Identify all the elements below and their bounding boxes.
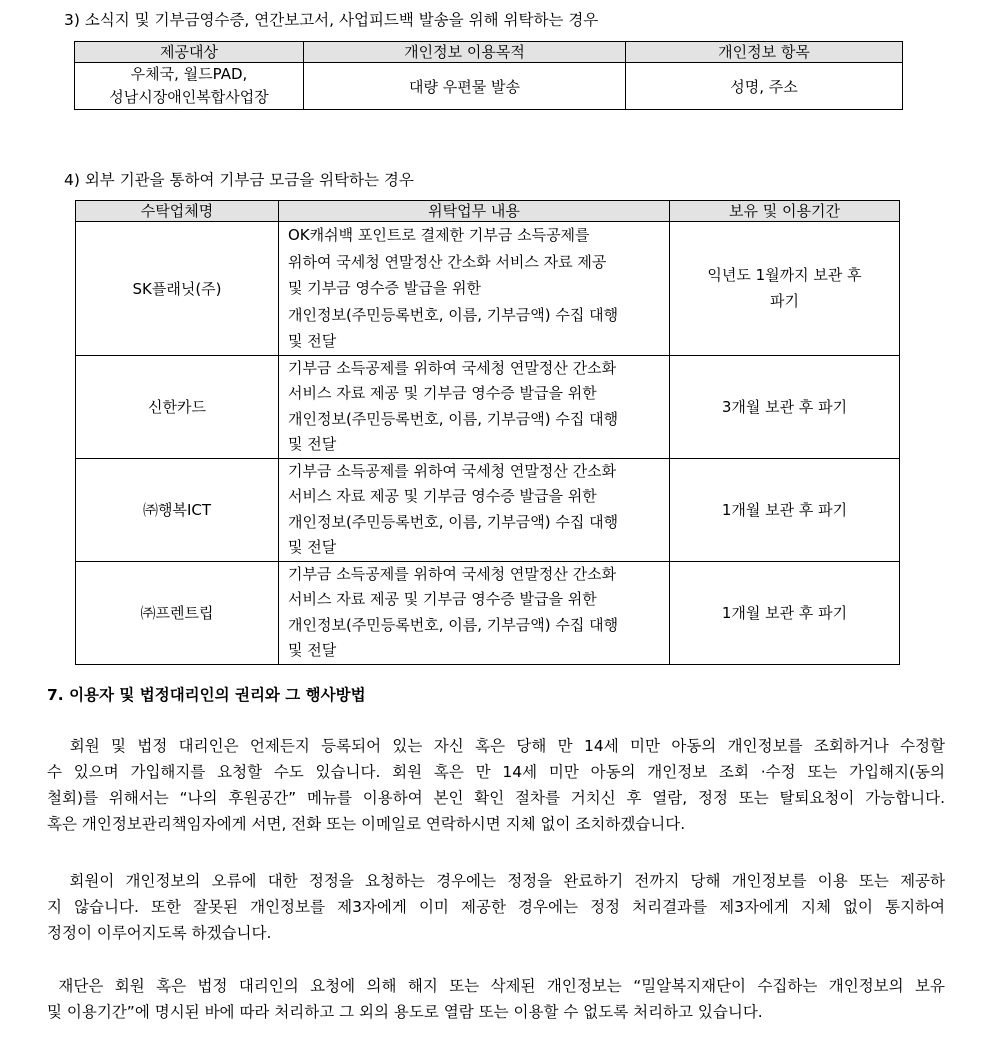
task-cell: [279, 458, 670, 561]
company-cell: ㈜행복ICT: [76, 458, 279, 561]
cell-line: 및 전달: [288, 332, 337, 351]
cell-line: 기부금 소득공제를 위하여 국세청 연말정산 간소화: [288, 461, 617, 480]
paragraph-line: 및 이용기간”에 명시된 바에 따라 처리하고 그 외의 용도로 열람 또는 이용할 수 없도록 처리하고 있습니다.: [47, 1003, 763, 1021]
paragraph-line: 지 않습니다. 또한 잘못된 개인정보를 제3자에게 이미 제공한 경우에는 정정 처리결과를 제3자에게 지체 없이 통지하여: [47, 898, 945, 916]
paragraph-line: 철회)를 위해서는 “나의 후원공간” 메뉴를 이용하여 본인 확인 절차를 거치신 후 열람, 정정 또는 탈퇴요청이 가능합니다.: [47, 789, 945, 807]
cell-line: 및 전달: [288, 538, 337, 557]
table-header-row: [76, 201, 900, 222]
table-row: [76, 222, 900, 356]
cell-line: 기부금 소득공제를 위하여 국세청 연말정산 간소화: [288, 564, 617, 583]
header-purpose: 개인정보 이용목적: [304, 42, 626, 63]
cell-line: 익년도 1월까지 보관 후: [707, 266, 862, 285]
cell-line: 개인정보(주민등록번호, 이름, 기부금액) 수집 대행: [288, 409, 619, 428]
purpose-cell: 대량 우편물 발송: [304, 63, 626, 110]
task-cell: [279, 561, 670, 664]
cell-line: 성남시장애인복합사업장: [109, 88, 269, 106]
cell-line: 및 기부금 영수증 발급을 위한: [288, 279, 481, 298]
company-cell: ㈜프렌트립: [76, 561, 279, 664]
task-cell: [279, 355, 670, 458]
cell-line: 개인정보(주민등록번호, 이름, 기부금액) 수집 대행: [288, 305, 619, 324]
company-cell: SK플래닛(주): [76, 222, 279, 356]
paragraph-1: [47, 733, 945, 837]
section3-table: [74, 41, 903, 110]
section4-heading: 4) 외부 기관을 통하여 기부금 모금을 위탁하는 경우: [64, 171, 414, 189]
header-items: 개인정보 항목: [626, 42, 903, 63]
cell-line: 파기: [770, 292, 799, 311]
section7-title: 7. 이용자 및 법정대리인의 권리와 그 행사방법: [47, 686, 366, 704]
paragraph-line: 회원이 개인정보의 오류에 대한 정정을 요청하는 경우에는 정정을 완료하기 전까지 당해 개인정보를 이용 또는 제공하: [47, 872, 945, 890]
section3-heading: 3) 소식지 및 기부금영수증, 연간보고서, 사업피드백 발송을 위해 위탁하는 경우: [64, 11, 599, 29]
target-cell: [75, 63, 304, 110]
period-cell: 3개월 보관 후 파기: [670, 355, 900, 458]
paragraph-line: 회원 및 법정 대리인은 언제든지 등록되어 있는 자신 혹은 당해 만 14세 미만 아동의 개인정보를 조회하거나 수정할: [47, 737, 945, 755]
period-cell: 1개월 보관 후 파기: [670, 561, 900, 664]
cell-line: 개인정보(주민등록번호, 이름, 기부금액) 수집 대행: [288, 512, 619, 531]
cell-line: 서비스 자료 제공 및 기부금 영수증 발급을 위한: [288, 384, 597, 403]
table-row: [75, 63, 903, 110]
cell-line: 서비스 자료 제공 및 기부금 영수증 발급을 위한: [288, 590, 597, 609]
paragraph-line: 혹은 개인정보관리책임자에게 서면, 전화 또는 이메일로 연락하시면 지체 없이 조치하겠습니다.: [47, 815, 686, 833]
task-cell: [279, 222, 670, 356]
cell-line: 및 전달: [288, 641, 337, 660]
paragraph-line: 정정이 이루어지도록 하겠습니다.: [47, 924, 272, 942]
cell-line: 기부금 소득공제를 위하여 국세청 연말정산 간소화: [288, 358, 617, 377]
section4-table: [75, 200, 900, 665]
period-cell: [670, 222, 900, 356]
table-header-row: [75, 42, 903, 63]
table-row: [76, 561, 900, 664]
table-row: [76, 355, 900, 458]
paragraph-3: [47, 973, 945, 1025]
company-cell: 신한카드: [76, 355, 279, 458]
cell-line: 서비스 자료 제공 및 기부금 영수증 발급을 위한: [288, 487, 597, 506]
paragraph-line: 수 있으며 가입해지를 요청할 수도 있습니다. 회원 혹은 만 14세 미만 아동의 개인정보 조회 ·수정 또는 가입해지(동의: [47, 763, 945, 781]
header-task: 위탁업무 내용: [279, 201, 670, 222]
cell-line: 위하여 국세청 연말정산 간소화 서비스 자료 제공: [288, 252, 607, 271]
cell-line: 및 전달: [288, 435, 337, 454]
cell-line: 우체국, 월드PAD,: [130, 65, 248, 83]
header-company: 수탁업체명: [76, 201, 279, 222]
cell-line: OK캐쉬백 포인트로 결제한 기부금 소득공제를: [288, 226, 590, 244]
table-row: [76, 458, 900, 561]
cell-line: 개인정보(주민등록번호, 이름, 기부금액) 수집 대행: [288, 615, 619, 634]
items-cell: 성명, 주소: [626, 63, 903, 110]
paragraph-2: [47, 868, 945, 946]
paragraph-line: 재단은 회원 혹은 법정 대리인의 요청에 의해 해지 또는 삭제된 개인정보는 “밀알복지재단이 수집하는 개인정보의 보유: [47, 977, 945, 995]
period-cell: 1개월 보관 후 파기: [670, 458, 900, 561]
header-target: 제공대상: [75, 42, 304, 63]
header-period: 보유 및 이용기간: [670, 201, 900, 222]
